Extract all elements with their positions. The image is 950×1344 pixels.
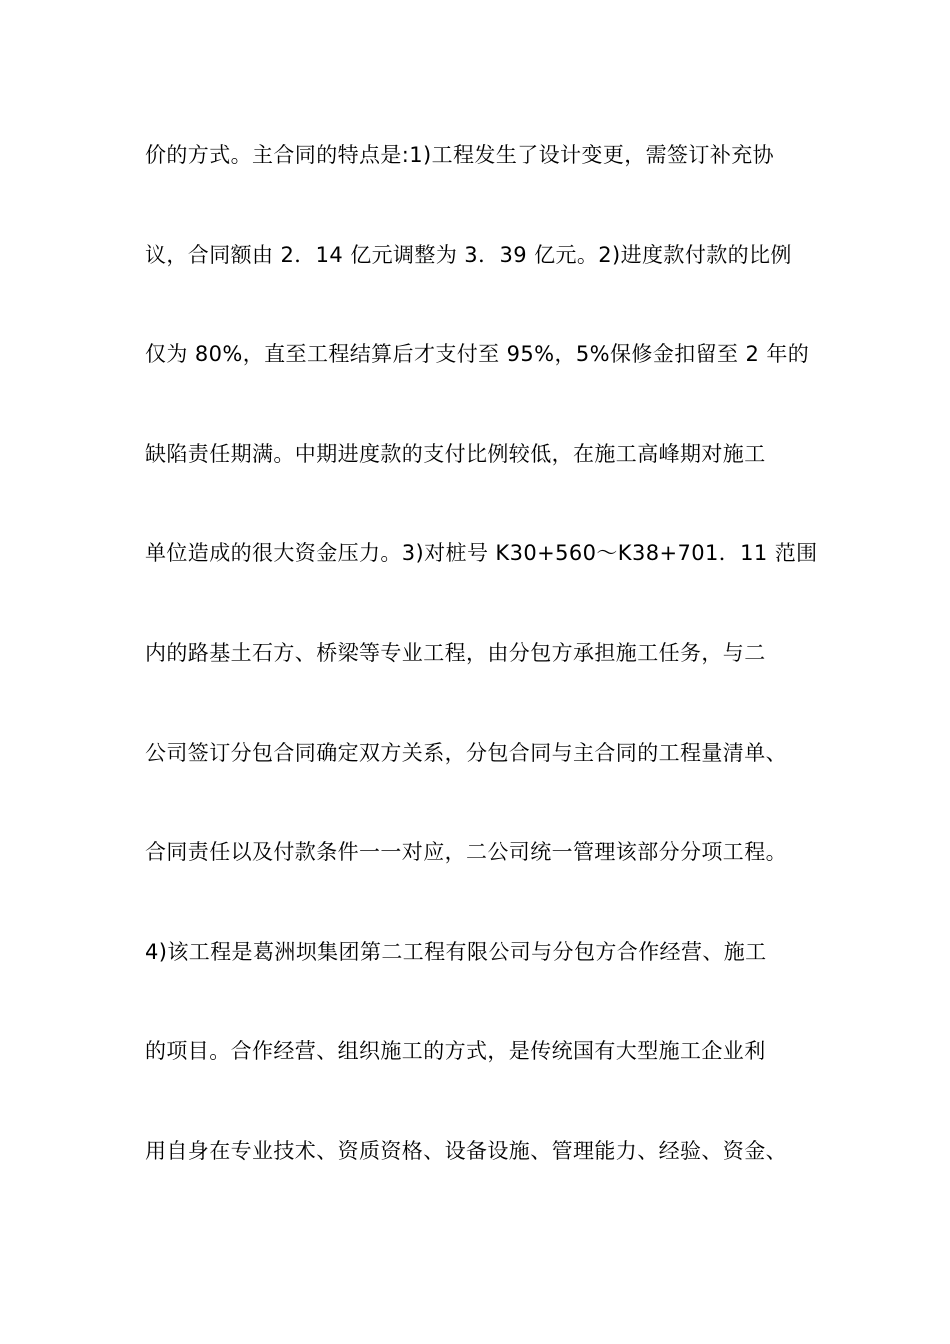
text-line-4: 缺陷责任期满。中期进度款的支付比例较低，在施工高峰期对施工: [145, 441, 766, 466]
text-line-6: 内的路基土石方、桥梁等专业工程，由分包方承担施工任务，与二: [145, 640, 766, 665]
text-line-5: 单位造成的很大资金压力。3)对桩号 K30+560～K38+701．11 范围: [145, 541, 818, 566]
text-line-3: 仅为 80%，直至工程结算后才支付至 95%，5%保修金扣留至 2 年的: [145, 342, 810, 367]
text-line-8: 合同责任以及付款条件一一对应，二公司统一管理该部分分项工程。: [145, 840, 787, 865]
body-text: [145, 130, 818, 1226]
text-line-9: 4)该工程是葛洲坝集团第二工程有限公司与分包方合作经营、施工: [145, 939, 767, 964]
text-line-2: 议，合同额由 2．14 亿元调整为 3．39 亿元。2)进度款付款的比例: [145, 242, 792, 267]
text-line-1: 价的方式。主合同的特点是:1)工程发生了设计变更，需签订补充协: [145, 143, 775, 167]
text-line-10: 的项目。合作经营、组织施工的方式，是传统国有大型施工企业利: [145, 1039, 766, 1064]
text-line-7: 公司签订分包合同确定双方关系，分包合同与主合同的工程量清单、: [145, 740, 787, 765]
text-line-11: 用自身在专业技术、资质资格、设备设施、管理能力、经验、资金、: [145, 1138, 787, 1163]
